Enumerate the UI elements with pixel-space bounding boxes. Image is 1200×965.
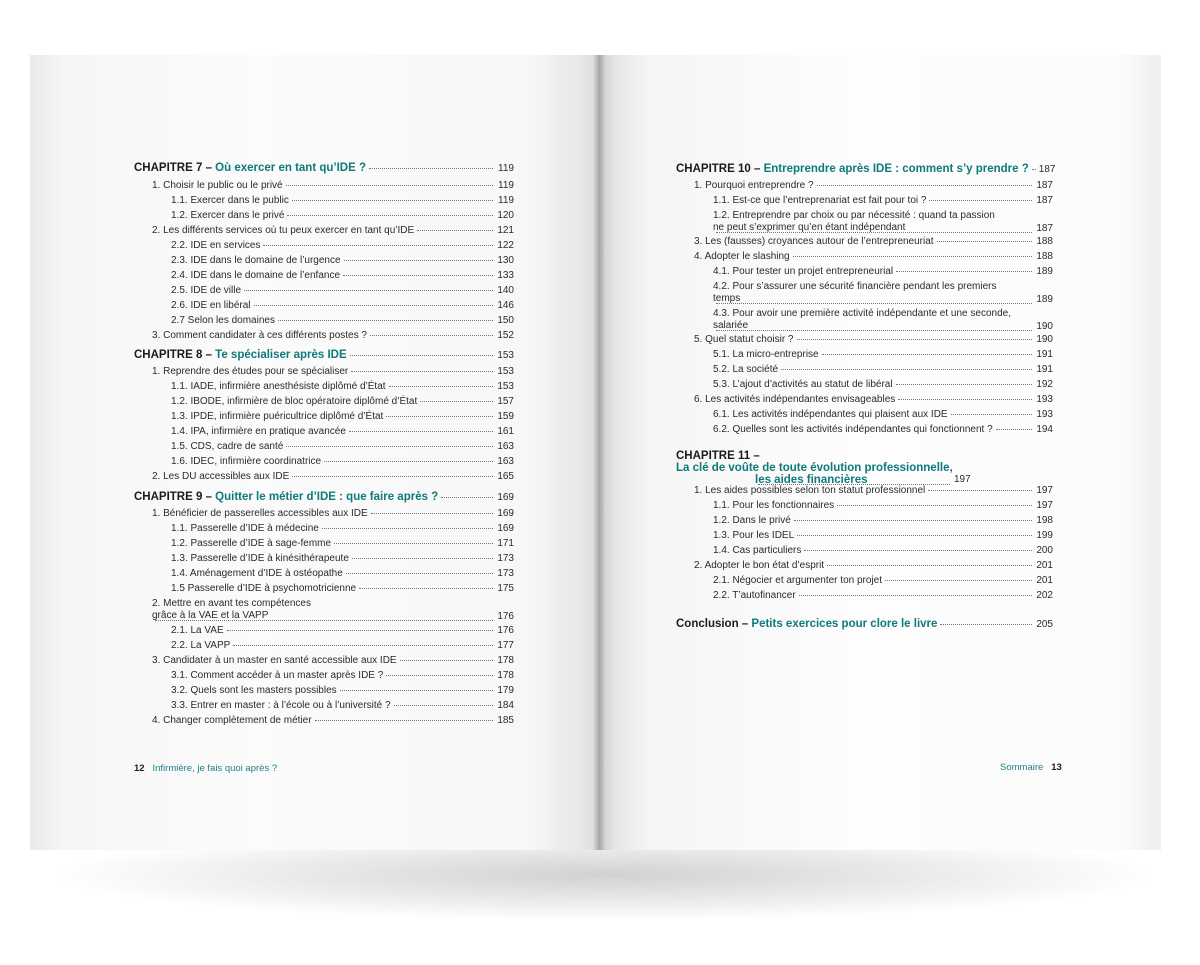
entry-text: 2.4. IDE dans le domaine de l’enfance <box>171 270 340 281</box>
leader-dots <box>292 476 493 477</box>
leader-dots <box>334 543 493 544</box>
chapter-title: Entreprendre après IDE : comment s’y prendre ? <box>763 163 1029 175</box>
leader-dots <box>716 303 1032 304</box>
page-ref: 161 <box>497 426 514 437</box>
entry-text: 2. Mettre en avant tes compétences <box>152 598 311 609</box>
entry-text: 1. Choisir le public ou le privé <box>152 180 283 191</box>
page-ref: 184 <box>497 700 514 711</box>
toc-entry <box>152 330 514 342</box>
toc-entry <box>171 315 514 327</box>
page-ref: 200 <box>1036 545 1053 556</box>
chapter-entry <box>134 348 514 363</box>
toc-entry <box>713 266 1053 278</box>
page-ref: 192 <box>1036 379 1053 390</box>
toc-entry <box>694 485 1053 497</box>
chapter-entry <box>676 450 1053 487</box>
toc-entry <box>171 538 514 550</box>
page-ref: 163 <box>497 456 514 467</box>
page-ref: 201 <box>1036 560 1053 571</box>
entry-text: 4. Adopter le slashing <box>694 251 790 262</box>
entry-text: 1.3. Pour les IDEL <box>713 530 795 541</box>
chapter-title: Te spécialiser après IDE <box>215 349 347 361</box>
leader-dots <box>359 588 493 589</box>
page-ref: 197 <box>954 474 971 485</box>
toc-entry <box>171 396 514 408</box>
page-ref: 152 <box>497 330 514 341</box>
entry-text: 3. Candidater à un master en santé accessible aux IDE <box>152 655 397 666</box>
entry-text: 6.2. Quelles sont les activités indépendantes qui fonctionnent ? <box>713 424 993 435</box>
toc-entry <box>171 568 514 580</box>
leader-dots <box>292 200 493 201</box>
leader-dots <box>837 505 1032 506</box>
leader-dots <box>817 185 1032 186</box>
left-footer <box>134 763 277 774</box>
page-ref: 205 <box>1036 619 1053 630</box>
page-ref: 153 <box>497 350 514 361</box>
entry-text: 5. Quel statut choisir ? <box>694 334 794 345</box>
toc-entry <box>171 381 514 393</box>
entry-text: 1.2. Dans le privé <box>713 515 791 526</box>
page-ref: 177 <box>497 640 514 651</box>
entry-text: 2.2. T’autofinancer <box>713 590 796 601</box>
entry-text-line2: ne peut s’exprimer qu’en étant indépendant <box>713 222 906 233</box>
entry-text: 2.5. IDE de ville <box>171 285 242 296</box>
leader-dots <box>346 573 493 574</box>
entry-text: 1.1. Pour les fonctionnaires <box>713 500 835 511</box>
entry-text: 3.2. Quels sont les masters possibles <box>171 685 337 696</box>
entry-text-line2: temps <box>713 293 741 304</box>
page-ref: 153 <box>497 366 514 377</box>
entry-text: 3. Les (fausses) croyances autour de l’entrepreneuriat <box>694 236 934 247</box>
leader-dots <box>793 256 1032 257</box>
leader-dots <box>394 705 493 706</box>
page-ref: 133 <box>497 270 514 281</box>
toc-entry <box>171 195 514 207</box>
right-footer <box>1000 762 1062 773</box>
toc-entry <box>694 334 1053 346</box>
toc-entry <box>171 685 514 697</box>
running-title: Sommaire <box>1000 762 1044 773</box>
leader-dots <box>233 645 493 646</box>
entry-text: 1.1. Passerelle d’IDE à médecine <box>171 523 319 534</box>
page-ref: 165 <box>497 471 514 482</box>
toc-entry <box>171 285 514 297</box>
page-ref: 176 <box>497 611 514 622</box>
page-ref: 140 <box>497 285 514 296</box>
leader-dots <box>344 260 493 261</box>
toc-entry <box>171 255 514 267</box>
leader-dots <box>324 461 493 462</box>
leader-dots <box>928 490 1032 491</box>
page-ref: 189 <box>1036 294 1053 305</box>
page-ref: 188 <box>1036 236 1053 247</box>
toc-entry <box>713 210 1053 235</box>
entry-text: 1.4. IPA, infirmière en pratique avancée <box>171 426 346 437</box>
leader-dots <box>349 431 493 432</box>
toc-entry <box>171 240 514 252</box>
page-ref: 159 <box>497 411 514 422</box>
toc-entry <box>152 598 514 623</box>
toc-entry <box>713 530 1053 542</box>
leader-dots <box>896 384 1032 385</box>
leader-dots <box>322 528 493 529</box>
toc-entry <box>713 545 1053 557</box>
chapter-title: Petits exercices pour clore le livre <box>751 618 938 630</box>
entry-text: 2.6. IDE en libéral <box>171 300 251 311</box>
entry-text: 1. Pourquoi entreprendre ? <box>694 180 814 191</box>
leader-dots <box>389 386 493 387</box>
leader-dots <box>1032 169 1036 170</box>
entry-text-line2: salariée <box>713 320 749 331</box>
page-ref: 187 <box>1038 164 1056 175</box>
entry-text: 2.2. IDE en services <box>171 240 261 251</box>
toc-entry <box>713 364 1053 376</box>
leader-dots <box>287 215 493 216</box>
entry-text: 2.2. La VAPP <box>171 640 231 651</box>
page-ref: 173 <box>497 553 514 564</box>
page-ref: 193 <box>1036 394 1053 405</box>
leader-dots <box>794 520 1032 521</box>
page-ref: 130 <box>497 255 514 266</box>
toc-entry <box>171 523 514 535</box>
page-ref: 193 <box>1036 409 1053 420</box>
page-ref: 189 <box>1036 266 1053 277</box>
entry-text: 5.3. L’ajout d’activités au statut de libéral <box>713 379 893 390</box>
leader-dots <box>286 446 493 447</box>
leader-dots <box>263 245 493 246</box>
entry-text: 2. Les DU accessibles aux IDE <box>152 471 290 482</box>
entry-text: 2. Les différents services où tu peux exercer en tant qu’IDE <box>152 225 415 236</box>
chapter-label: CHAPITRE 11 – <box>676 450 760 462</box>
chapter-label: CHAPITRE 7 – <box>134 162 212 174</box>
toc-entry <box>171 640 514 652</box>
toc-entry <box>171 670 514 682</box>
page-ref: 187 <box>1036 195 1053 206</box>
page-ref: 198 <box>1036 515 1053 526</box>
chapter-label: CHAPITRE 9 – <box>134 491 212 503</box>
leader-dots <box>352 558 493 559</box>
leader-dots <box>797 535 1032 536</box>
toc-entry <box>713 424 1053 436</box>
entry-text: 4. Changer complètement de métier <box>152 715 312 726</box>
leader-dots <box>254 305 494 306</box>
entry-text: 1.1. Est-ce que l’entreprenariat est fait pour toi ? <box>713 195 927 206</box>
page-ref: 185 <box>497 715 514 726</box>
page-ref: 190 <box>1036 334 1053 345</box>
page-ref: 190 <box>1036 321 1053 332</box>
entry-text: 1. Reprendre des études pour se spécialiser <box>152 366 349 377</box>
chapter-title-line2: les aides financières <box>755 474 868 486</box>
page-number: 13 <box>1051 762 1062 773</box>
leader-dots <box>804 550 1032 551</box>
chapter-entry <box>134 490 514 505</box>
toc-entry <box>713 515 1053 527</box>
entry-text-line2: grâce à la VAE et la VAPP <box>152 610 269 621</box>
toc-entry <box>713 590 1053 602</box>
leader-dots <box>716 330 1032 331</box>
toc-entry <box>713 281 1053 306</box>
entry-text: 1.4. Cas particuliers <box>713 545 802 556</box>
toc-entry <box>694 251 1053 263</box>
entry-text: 1.5. CDS, cadre de santé <box>171 441 284 452</box>
toc-entry <box>171 300 514 312</box>
leader-dots <box>371 513 493 514</box>
toc-entry <box>171 210 514 222</box>
entry-text: 1.2. Exercer dans le privé <box>171 210 285 221</box>
page-ref: 188 <box>1036 251 1053 262</box>
toc-entry <box>171 583 514 595</box>
page-ref: 169 <box>497 523 514 534</box>
entry-text: 1.6. IDEC, infirmière coordinatrice <box>171 456 322 467</box>
page-ref: 178 <box>497 655 514 666</box>
leader-dots <box>386 675 493 676</box>
page-ref: 163 <box>497 441 514 452</box>
page-ref: 121 <box>497 225 514 236</box>
page-ref: 191 <box>1036 349 1053 360</box>
toc-entry <box>713 575 1053 587</box>
leader-dots <box>340 690 493 691</box>
leader-dots <box>400 660 493 661</box>
entry-text: 4.2. Pour s’assurer une sécurité financière pendant les premiers <box>713 281 997 292</box>
entry-text: 4.1. Pour tester un projet entrepreneurial <box>713 266 894 277</box>
leader-dots <box>898 399 1032 400</box>
running-title: Infirmière, je fais quoi après ? <box>152 763 278 774</box>
entry-text: 3.3. Entrer en master : à l’école ou à l’université ? <box>171 700 391 711</box>
page-ref: 194 <box>1036 424 1053 435</box>
leader-dots <box>885 580 1032 581</box>
page-ref: 171 <box>497 538 514 549</box>
page-ref: 119 <box>498 163 514 174</box>
entry-text: 2.3. IDE dans le domaine de l’urgence <box>171 255 341 266</box>
entry-text: 1.5 Passerelle d’IDE à psychomotricienne <box>171 583 357 594</box>
leader-dots <box>369 168 493 169</box>
leader-dots <box>822 354 1032 355</box>
toc-entry <box>171 625 514 637</box>
toc-entry <box>171 456 514 468</box>
chapter-entry <box>676 617 1053 632</box>
entry-text: 2.1. La VAE <box>171 625 224 636</box>
entry-text: 1.2. Entreprendre par choix ou par nécessité : quand ta passion <box>713 210 995 221</box>
toc-entry <box>152 715 514 727</box>
entry-text: 1.4. Aménagement d’IDE à ostéopathe <box>171 568 343 579</box>
leader-dots <box>420 401 493 402</box>
entry-text: 1. Bénéficier de passerelles accessibles aux IDE <box>152 508 368 519</box>
page-ref: 169 <box>497 508 514 519</box>
page-ref: 122 <box>497 240 514 251</box>
leader-dots <box>417 230 493 231</box>
leader-dots <box>940 624 1032 625</box>
toc-entry <box>713 349 1053 361</box>
leader-dots <box>951 414 1032 415</box>
page-ref: 202 <box>1036 590 1053 601</box>
page-ref: 150 <box>497 315 514 326</box>
toc-entry <box>171 426 514 438</box>
toc-entry <box>152 471 514 483</box>
entry-text: 2.7 Selon les domaines <box>171 315 275 326</box>
entry-text: 3.1. Comment accéder à un master après IDE ? <box>171 670 384 681</box>
toc-entry <box>713 308 1053 333</box>
entry-text: 1.3. IPDE, infirmière puéricultrice diplômé d’État <box>171 411 384 422</box>
entry-text: 1. Les aides possibles selon ton statut professionnel <box>694 485 926 496</box>
entry-text: 1.2. IBODE, infirmière de bloc opératoire diplômé d’État <box>171 396 418 407</box>
leader-dots <box>781 369 1032 370</box>
chapter-title: La clé de voûte de toute évolution professionnelle, <box>676 462 953 474</box>
page-ref: 169 <box>497 492 514 503</box>
page-ref: 178 <box>497 670 514 681</box>
toc-entry <box>694 394 1053 406</box>
leader-dots <box>827 565 1032 566</box>
page-ref: 201 <box>1036 575 1053 586</box>
toc-entry <box>713 409 1053 421</box>
entry-text: 4.3. Pour avoir une première activité indépendante et une seconde, <box>713 308 1011 319</box>
toc-entry <box>152 225 514 237</box>
chapter-label: Conclusion – <box>676 618 749 630</box>
page-number: 12 <box>134 763 145 774</box>
toc-entry <box>171 700 514 712</box>
toc-entry <box>171 270 514 282</box>
entry-text: 6. Les activités indépendantes envisageables <box>694 394 896 405</box>
leader-dots <box>441 497 493 498</box>
book-gutter <box>594 55 604 850</box>
leader-dots <box>244 290 493 291</box>
toc-entry <box>694 236 1053 248</box>
entry-text: 2. Adopter le bon état d’esprit <box>694 560 825 571</box>
entry-text: 5.2. La société <box>713 364 779 375</box>
leader-dots <box>937 241 1032 242</box>
page-ref: 119 <box>498 195 514 206</box>
toc-entry <box>171 411 514 423</box>
leader-dots <box>996 429 1032 430</box>
toc-entry <box>694 560 1053 572</box>
entry-text: 1.2. Passerelle d’IDE à sage-femme <box>171 538 332 549</box>
leader-dots <box>350 355 493 356</box>
entry-text: 2.1. Négocier et argumenter ton projet <box>713 575 882 586</box>
toc-entry <box>171 553 514 565</box>
page-ref: 175 <box>497 583 514 594</box>
leader-dots <box>227 630 493 631</box>
leader-dots <box>286 185 493 186</box>
page-ref: 119 <box>498 180 514 191</box>
toc-entry <box>694 180 1053 192</box>
page-ref: 173 <box>497 568 514 579</box>
chapter-label: CHAPITRE 8 – <box>134 349 212 361</box>
page-ref: 153 <box>497 381 514 392</box>
toc-entry <box>152 180 514 192</box>
toc-entry <box>152 366 514 378</box>
entry-text: 1.1. IADE, infirmière anesthésiste diplômé d’État <box>171 381 386 392</box>
page-ref: 187 <box>1036 223 1053 234</box>
toc-entry <box>713 379 1053 391</box>
entry-text: 1.3. Passerelle d’IDE à kinésithérapeute <box>171 553 349 564</box>
chapter-title: Quitter le métier d’IDE : que faire après ? <box>215 491 439 503</box>
page-ref: 187 <box>1036 180 1053 191</box>
leader-dots <box>315 720 493 721</box>
leader-dots <box>716 232 1032 233</box>
chapter-label: CHAPITRE 10 – <box>676 163 761 175</box>
toc-entry <box>171 441 514 453</box>
toc-entry <box>152 655 514 667</box>
leader-dots <box>929 200 1032 201</box>
page-ref: 197 <box>1036 485 1053 496</box>
entry-text: 3. Comment candidater à ces différents postes ? <box>152 330 367 341</box>
leader-dots <box>278 320 493 321</box>
entry-text: 6.1. Les activités indépendantes qui plaisent aux IDE <box>713 409 948 420</box>
toc-entry <box>152 508 514 520</box>
leader-dots <box>799 595 1032 596</box>
chapter-entry <box>134 161 514 176</box>
leader-dots <box>343 275 493 276</box>
leader-dots <box>155 620 493 621</box>
leader-dots <box>386 416 493 417</box>
page-ref: 199 <box>1036 530 1053 541</box>
page-ref: 191 <box>1036 364 1053 375</box>
toc-entry <box>713 500 1053 512</box>
page-ref: 157 <box>497 396 514 407</box>
leader-dots <box>370 335 493 336</box>
toc-entry <box>713 195 1053 207</box>
chapter-entry <box>676 162 1056 177</box>
leader-dots <box>351 371 493 372</box>
leader-dots <box>896 271 1032 272</box>
page-ref: 146 <box>497 300 514 311</box>
page-ref: 197 <box>1036 500 1053 511</box>
page-ref: 176 <box>497 625 514 636</box>
page-ref: 179 <box>497 685 514 696</box>
entry-text: 5.1. La micro-entreprise <box>713 349 819 360</box>
chapter-title: Où exercer en tant qu’IDE ? <box>215 162 366 174</box>
page-ref: 120 <box>497 210 514 221</box>
entry-text: 1.1. Exercer dans le public <box>171 195 289 206</box>
leader-dots <box>797 339 1033 340</box>
